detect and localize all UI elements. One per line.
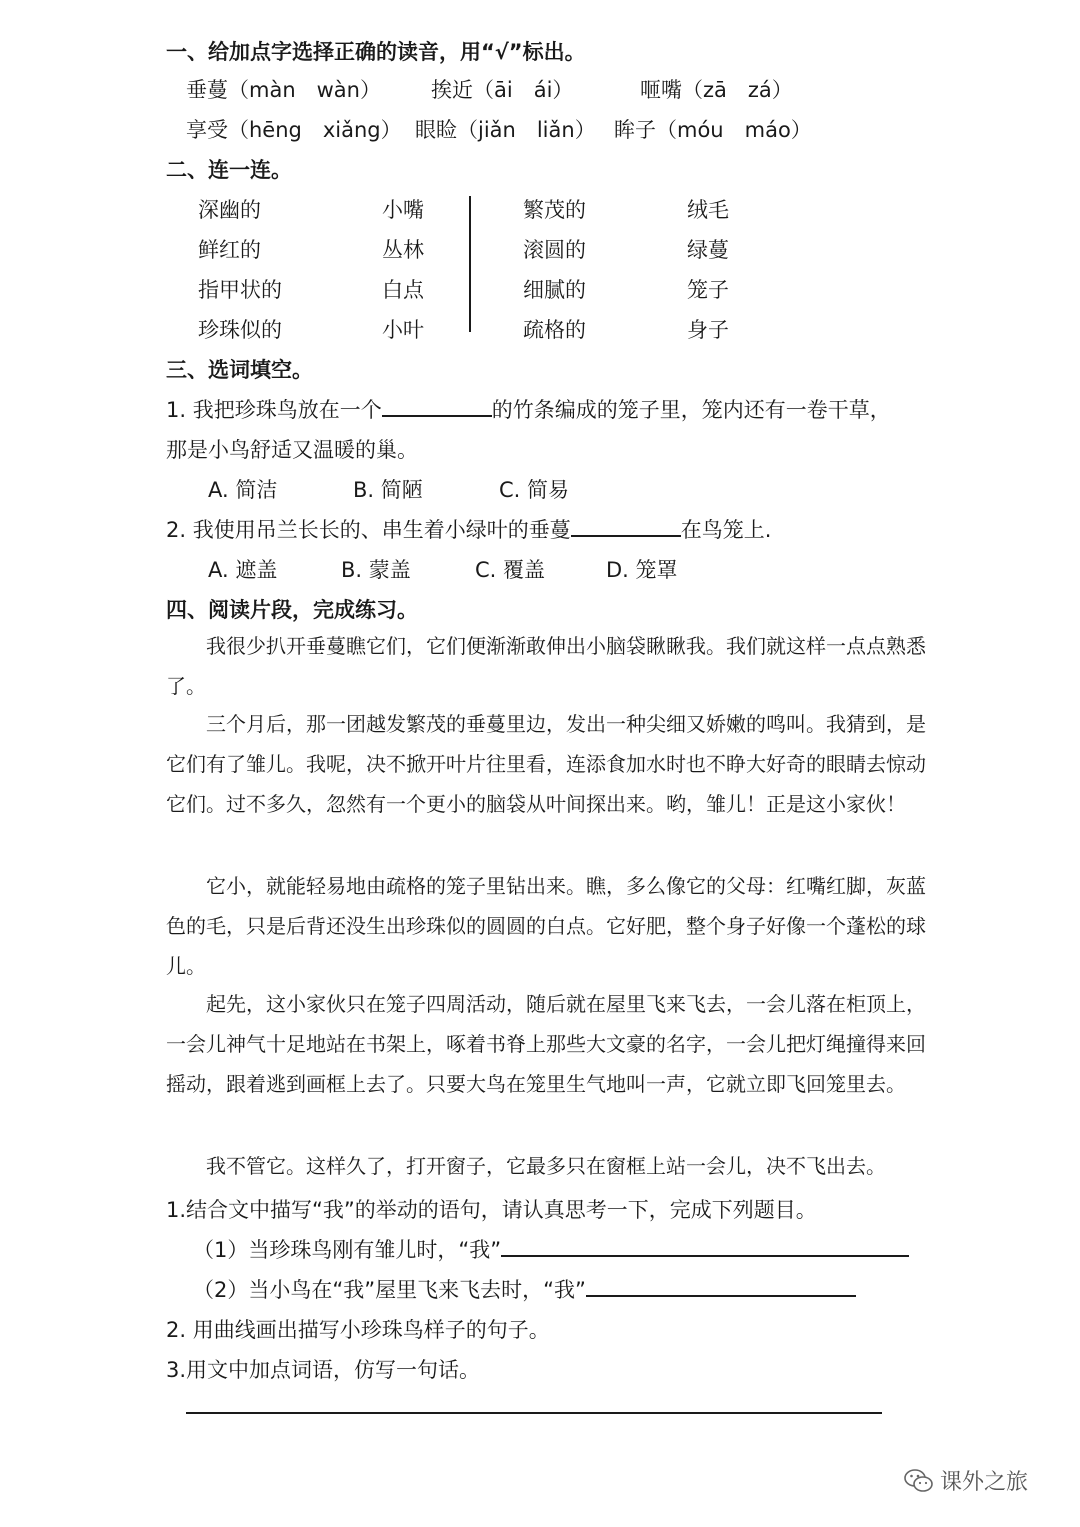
option[interactable]: A. 简洁 [208, 478, 278, 502]
question-1-line2: 那是小鸟舒适又温暖的巢。 [166, 438, 418, 462]
pinyin-item: 垂蔓（màn wàn） [186, 78, 381, 102]
pinyin-item: 咂嘴（zā zá） [640, 78, 793, 102]
section1-heading: 一、给加点字选择正确的读音，用“√”标出。 [166, 40, 586, 64]
reading-paragraph: 我很少扒开垂蔓瞧它们，它们便渐渐敢伸出小脑袋瞅瞅我。我们就这样一点点熟悉了。 [166, 634, 926, 698]
option[interactable]: A. 遮盖 [208, 558, 278, 582]
question-1-text: 的竹条编成的笼子里，笼内还有一卷干草， [491, 398, 891, 422]
match-left-word: 疏格的 [523, 318, 586, 342]
question-1 [166, 394, 891, 424]
match-left-word: 鲜红的 [198, 238, 261, 262]
option[interactable]: C. 覆盖 [475, 558, 546, 582]
question-1-text: 1. 我把珍珠鸟放在一个 [166, 398, 382, 422]
column-divider [469, 196, 471, 332]
reading-question-1a [193, 1234, 909, 1264]
pinyin-item: 享受（hēng xiǎng） [186, 118, 402, 142]
match-right-word: 白点 [382, 278, 424, 302]
question-text: （2）当小鸟在“我”屋里飞来飞去时，“我” [193, 1278, 586, 1302]
answer-blank[interactable] [501, 1235, 909, 1257]
wechat-icon [904, 1468, 934, 1494]
reading-question-3: 3.用文中加点词语，仿写一句话。 [166, 1358, 481, 1382]
answer-blank[interactable] [571, 515, 681, 537]
match-right-word: 小嘴 [382, 198, 424, 222]
reading-question-1b [193, 1274, 856, 1304]
match-left-word: 珍珠似的 [198, 318, 282, 342]
question-2-text: 在鸟笼上. [680, 518, 772, 542]
match-right-word: 丛林 [382, 238, 424, 262]
reading-question-1: 1.结合文中描写“我”的举动的语句，请认真思考一下，完成下列题目。 [166, 1198, 817, 1222]
match-right-word: 小叶 [382, 318, 424, 342]
section4-heading: 四、阅读片段，完成练习。 [166, 598, 418, 622]
option[interactable]: B. 蒙盖 [341, 558, 411, 582]
pinyin-item: 眼睑（jiǎn liǎn） [415, 118, 596, 142]
reading-paragraph: 三个月后，那一团越发繁茂的垂蔓里边，发出一种尖细又娇嫩的鸣叫。我猜到，是它们有了雏儿。我呢，决不掀开叶片往里看，连添食加水时也不睁大好奇的眼睛去惊动它们。过不多久，忽然有一个更小的脑袋从叶间探出来。哟，雏儿！正是这小家伙！ [166, 712, 926, 816]
answer-line[interactable] [186, 1412, 882, 1414]
pinyin-item: 眸子（móu máo） [614, 118, 812, 142]
match-right-word: 笼子 [687, 278, 729, 302]
reading-paragraph: 我不管它。这样久了，打开窗子，它最多只在窗框上站一会儿，决不飞出去。 [206, 1154, 886, 1178]
question-2 [166, 514, 771, 544]
section2-heading: 二、连一连。 [166, 158, 292, 182]
option[interactable]: D. 笼罩 [606, 558, 678, 582]
match-left-word: 深幽的 [198, 198, 261, 222]
match-left-word: 繁茂的 [523, 198, 586, 222]
answer-blank[interactable] [382, 395, 492, 417]
option[interactable]: B. 简陋 [353, 478, 423, 502]
match-right-word: 绒毛 [687, 198, 729, 222]
watermark [904, 1465, 1028, 1496]
match-right-word: 绿蔓 [687, 238, 729, 262]
section3-heading: 三、选词填空。 [166, 358, 313, 382]
reading-paragraph: 起先，这小家伙只在笼子四周活动，随后就在屋里飞来飞去，一会儿落在柜顶上，一会儿神气十足地站在书架上，啄着书脊上那些大文豪的名字，一会儿把灯绳撞得来回摇动，跟着逃到画框上去了。只要大鸟在笼里生气地叫一声，它就立即飞回笼里去。 [166, 992, 926, 1096]
question-2-text: 2. 我使用吊兰长长的、串生着小绿叶的垂蔓 [166, 518, 571, 542]
answer-blank[interactable] [586, 1275, 856, 1297]
reading-question-2: 2. 用曲线画出描写小珍珠鸟样子的句子。 [166, 1318, 550, 1342]
match-right-word: 身子 [687, 318, 729, 342]
match-left-word: 细腻的 [523, 278, 586, 302]
match-left-word: 指甲状的 [198, 278, 282, 302]
watermark-text: 课外之旅 [940, 1470, 1029, 1495]
question-text: （1）当珍珠鸟刚有雏儿时，“我” [193, 1238, 502, 1262]
reading-paragraph: 它小，就能轻易地由疏格的笼子里钻出来。瞧，多么像它的父母：红嘴红脚，灰蓝色的毛，只是后背还没生出珍珠似的圆圆的白点。它好肥，整个身子好像一个蓬松的球儿。 [166, 874, 926, 978]
match-left-word: 滚圆的 [523, 238, 586, 262]
pinyin-item: 挨近（āi ái） [431, 78, 574, 102]
option[interactable]: C. 简易 [499, 478, 570, 502]
